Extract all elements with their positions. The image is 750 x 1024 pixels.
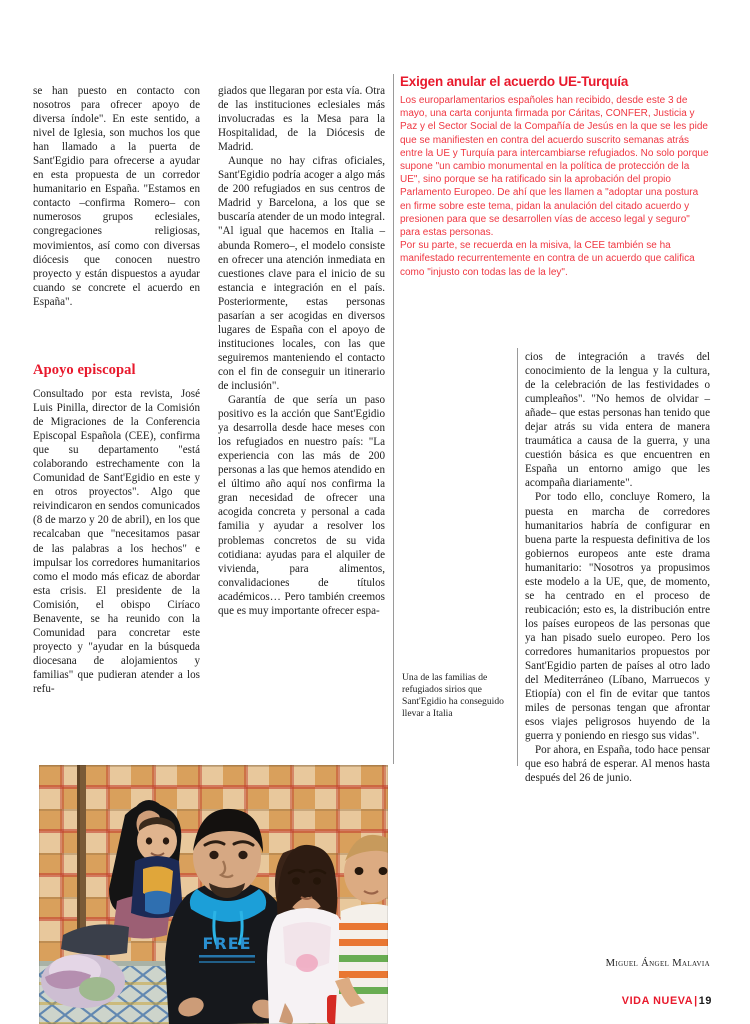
paragraph: Aunque no hay cifras oficiales, Sant'Egidio podría acoger a algo más de 200 refugiados en sus centros de Madrid y Barcelona, a los que se buscaría atender de un modo integral. "Al igual que hacemos en Italia –abunda Romero–, el modelo consiste en ofrecer una atención inmediata en cuestiones clave para el inicio de su estancia e integración en el país. Posteriormente, estas personas pasarían a ser acogidas en diversos lugares de España con el apoyo de instituciones locales, con las que seguiremos manteniendo el contacto con el fin de conseguir un itinerario de inclusión".: [218, 155, 385, 392]
page-footer: [525, 995, 712, 1007]
footer-brand: VIDA NUEVA: [621, 995, 694, 1007]
paragraph: se han puesto en contacto con nosotros para ofrecer apoyo de diversa índole". En este sentido, a nivel de Iglesia, son muchos los que han llamado a la puerta de Sant'Egidio para ofrecerse a ayudar en esta propuesta de un corredor humanitario en España. "Estamos en contacto –confirma Romero– con numerosos grupos eclesiales, congregaciones religiosas, movimientos, así como con diversas diócesis que conocen nuestro proyecto y están dispuestos a ayudar cuando se concrete el acuerdo en España".: [33, 85, 200, 308]
article-column-2: [218, 84, 385, 618]
article-column-1-bottom: [33, 387, 200, 696]
article-column-3: [525, 350, 710, 785]
footer-separator: |: [694, 995, 698, 1007]
article-byline: Miguel Ángel Malavia: [605, 958, 710, 969]
article-column-1-top: [33, 84, 200, 309]
paragraph: giados que llegaran por esta vía. Otra de las instituciones eclesiales más involucradas es la Mesa para la Hospitalidad, de la Diócesis de Madrid.: [218, 85, 385, 154]
column-divider-left: [393, 74, 394, 764]
photo-illustration: [39, 765, 388, 1024]
paragraph: cios de integración a través del conocimiento de la lengua y la cultura, de la celebración de las festividades o cumpleaños". "No hemos de olvidar –añade– que estas personas han tenido que dejar atrás su vida entera de manera traumática a causa de la guerra, y una cuestión básica es que encuentren en España un entorno amigo que les acompaña diariamente".: [525, 351, 710, 490]
bundle-clothing: [41, 954, 125, 1008]
paragraph: Consultado por esta revista, José Luis Pinilla, director de la Comisión de Migraciones de la Conferencia Episcopal Española (CEE), confirma que su departamento "está colaborando estrechamente con la Comunidad de Sant'Egidio en este y en otros proyectos". Algo que reivindicaron en sendos comunicados (8 de marzo y 20 de abril), en los que recalcaban que "necesitamos pasar de las palabras a los hechos" e impulsar los corredores humanitarios como el modo más eficaz de abordar esta crisis. El presidente de la Comisión, el obispo Ciríaco Benavente, se ha reunido con la Comunidad para concretar este proyecto y "ayudar en la búsqueda diocesana de alojamientos y familias" que pudieran atender a los refu-: [33, 388, 200, 695]
sidebar-body: [400, 94, 712, 279]
sidebar-paragraph: Por su parte, se recuerda en la misiva, la CEE también se ha manifestado recurrentemente en contra de un acuerdo que califica como "injusto con todas las de la ley".: [400, 240, 695, 278]
column-divider-right: [517, 348, 518, 766]
paragraph: Por ahora, en España, todo hace pensar que eso habrá de esperar. Al menos hasta después del 26 de junio.: [525, 744, 710, 785]
footer-page-number: 19: [698, 995, 712, 1007]
svg-text:FREE: FREE: [202, 934, 252, 953]
section-heading-apoyo-episcopal: Apoyo episcopal: [33, 362, 136, 378]
photo-refugee-family: [39, 765, 388, 1024]
photo-caption: Una de las familias de refugiados sirios que Sant'Egidio ha conseguido llevar a Italia: [402, 672, 504, 720]
paragraph: Por todo ello, concluye Romero, la puesta en marcha de corredores humanitarios habría de configurar en buena parte la respuesta definitiva de los gobiernos europeos ante este drama humanitario: "Nosotros ya propusimos este modelo a la UE, que, de momento, se ha centrado en el proceso de reubicación; esto es, la distribución entre los países europeos de las personas que ya han pisado suelo europeo. Pero los corredores humanitarios propuestos por Sant'Egidio parten de países al otro lado del Mediterráneo (Líbano, Marruecos y Etiopía) con el fin de evitar que tantos miles de personas tengan que afrontar esos viajes peligrosos huyendo de la guerra y poniendo en riesgo sus vidas".: [525, 491, 710, 743]
sidebar-title: Exigen anular el acuerdo UE-Turquía: [400, 74, 629, 89]
sidebar-box-ue-turquia: [400, 74, 712, 279]
paragraph: Garantía de que sería un paso positivo es la acción que Sant'Egidio ya desarrolla desde hace meses con los refugiados en nuestro país: "La experiencia con las más de 200 personas a las que hemos atendido en el último año aquí nos confirma la gran necesidad de ofrecer una acogida concreta y personal a cada familia y ayudar a resolver los problemas concretos de su vida cotidiana: ayudas para el alquiler de vivienda, para alimentos, convalidaciones de títulos académicos… Pero también creemos que es muy importante ofrecer espa-: [218, 394, 385, 617]
sidebar-paragraph: Los europarlamentarios españoles han recibido, desde este 3 de mayo, una carta conjunta firmada por Cáritas, CONFER, Justicia y Paz y el Sector Social de la Compañía de Jesús en la que se les pide que se manifiesten en contra del acuerdo suscrito semanas atrás entre la UE y Turquía para intercambiarse refugiados. No solo porque supone "un cambio monumental en la política de protección de la UE", sino porque se ha ratificado sin la aprobación del propio Parlamento Europeo. De ahí que les llamen a "adoptar una postura en firme sobre este tema, pidan la anulación del citado acuerdo y presionen para que se desarrollen vías de acceso legal y seguro" para estas personas.: [400, 95, 709, 239]
